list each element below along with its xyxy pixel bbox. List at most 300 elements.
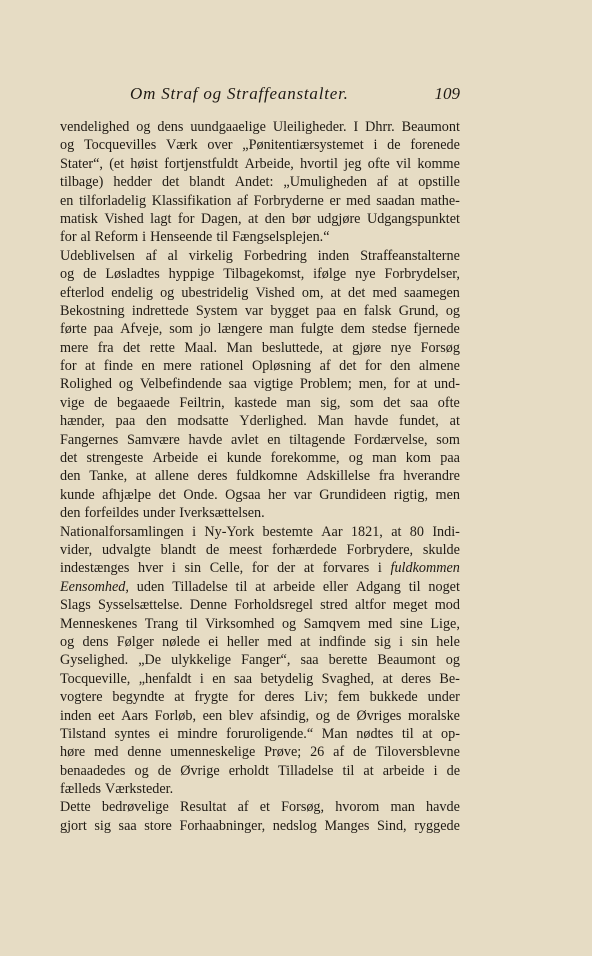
word: arbeide	[382, 762, 425, 779]
word: Forløb,	[154, 707, 196, 724]
text-line	[60, 798, 460, 816]
word: sin	[411, 633, 428, 650]
word: det	[158, 486, 176, 503]
word: Dagen,	[200, 210, 242, 227]
word: Problem;	[299, 376, 352, 393]
word: udvalgte	[101, 541, 151, 558]
word: System	[195, 302, 238, 319]
word: Dette	[60, 799, 91, 816]
word: Iverksættelsen.	[179, 505, 265, 522]
word: bør	[291, 210, 311, 227]
word: og	[134, 762, 149, 779]
word: i	[373, 137, 378, 154]
word: dens	[157, 119, 184, 135]
word: sin	[184, 560, 202, 577]
word: en	[212, 670, 226, 687]
text-line	[60, 449, 460, 467]
text-line	[60, 615, 460, 633]
word: 80	[409, 523, 424, 540]
word: komme	[417, 155, 460, 172]
word: som	[436, 431, 460, 448]
text-line	[60, 467, 460, 485]
text-line	[60, 412, 460, 430]
word: mod	[434, 597, 460, 614]
word: eet	[98, 707, 115, 724]
word: og	[60, 137, 75, 154]
word: ei	[207, 450, 218, 467]
word: Adskillelse	[306, 468, 371, 485]
text-line	[60, 486, 460, 504]
word: al	[80, 229, 91, 246]
word: Vished	[255, 284, 295, 301]
text-line	[60, 670, 460, 688]
word: vil	[396, 155, 412, 172]
word: ofte	[437, 394, 460, 411]
word: at	[397, 174, 409, 191]
word: at	[449, 413, 460, 430]
word: man	[390, 799, 415, 816]
word: Nationalforsamlingen	[60, 523, 184, 540]
word: af	[319, 358, 331, 375]
word: „henfaldt	[138, 670, 192, 687]
word: hele	[436, 633, 460, 650]
word: Forbrydere,	[346, 541, 414, 558]
word: inden	[60, 707, 92, 724]
page-number: 109	[434, 84, 460, 103]
word: i	[433, 762, 438, 779]
word: en	[343, 302, 357, 319]
word: Fængselsplejen.“	[232, 229, 330, 246]
word: Stater“,	[60, 155, 103, 172]
word: Følger	[116, 633, 154, 650]
word: Fangernes	[60, 431, 119, 448]
word: i	[399, 633, 404, 650]
text-line	[60, 375, 460, 393]
word: kom	[405, 450, 432, 467]
word: af	[237, 799, 249, 816]
text-line	[60, 431, 460, 449]
word: at	[300, 633, 311, 650]
word: den	[60, 505, 81, 522]
word: men	[435, 486, 460, 503]
word: nye	[355, 266, 376, 283]
word: 1821,	[350, 523, 383, 540]
word: Øvrige	[180, 762, 220, 779]
word: længere	[217, 321, 263, 338]
word: i	[377, 560, 382, 577]
text-line	[60, 210, 460, 228]
word: de	[336, 707, 350, 724]
word: den	[389, 358, 411, 375]
word: de	[157, 762, 172, 779]
word: I	[353, 119, 359, 135]
word: hver	[138, 560, 164, 577]
word: efterlod	[60, 284, 105, 301]
word: mere	[60, 339, 89, 356]
word: foruroligende.“	[226, 725, 314, 742]
word: (et	[109, 155, 125, 172]
word: Forsøg	[420, 339, 460, 356]
word: „De	[138, 652, 162, 669]
word: de	[446, 762, 460, 779]
text-line	[60, 302, 460, 320]
word: Værksteder.	[104, 781, 174, 798]
word: Udeblivelsen	[60, 247, 135, 264]
word: fra	[378, 468, 395, 485]
word: for	[60, 229, 77, 246]
word: Tocqueville,	[60, 670, 131, 687]
word: bestemte	[262, 523, 313, 540]
word: af	[145, 247, 157, 264]
word: over	[207, 137, 233, 154]
word: tilforladelig	[79, 192, 147, 209]
word: af	[236, 192, 248, 209]
word: Celle,	[209, 560, 244, 577]
word: rigtig,	[393, 486, 429, 503]
word: blandt	[189, 174, 225, 191]
word: man	[372, 450, 397, 467]
word: at	[135, 468, 147, 485]
word: Reform	[94, 229, 139, 246]
word: høist	[130, 155, 158, 172]
word: eller	[322, 578, 349, 595]
word: til	[401, 725, 414, 742]
word: og	[445, 652, 460, 669]
word: fuldkommen	[390, 560, 460, 577]
word: meget	[392, 597, 428, 614]
page-header	[60, 80, 460, 104]
word: saa	[410, 394, 429, 411]
word: til	[185, 615, 198, 632]
word: for	[177, 210, 195, 227]
word: af	[333, 744, 345, 761]
word: Man	[321, 725, 348, 742]
word: og	[60, 266, 75, 283]
word: Virksomhed	[205, 615, 275, 632]
word: fem	[337, 689, 360, 706]
word: indestænges	[60, 560, 130, 577]
word: til	[235, 578, 248, 595]
word: Liv;	[304, 689, 328, 706]
text-line	[60, 780, 460, 798]
word: ei	[208, 633, 219, 650]
word: vendelighed	[60, 119, 130, 135]
word: hedder	[113, 174, 152, 191]
word: lagt	[150, 210, 172, 227]
text-line	[60, 578, 460, 596]
word: Samvære	[126, 431, 180, 448]
word: kunde	[60, 486, 95, 503]
word: at	[248, 210, 259, 227]
word: frygte	[194, 689, 229, 706]
word: tiltagende	[289, 431, 346, 448]
word: nye	[390, 339, 412, 356]
word: Forhaabninger,	[179, 817, 266, 834]
word: avlet	[230, 431, 259, 448]
word: matisk	[60, 210, 98, 227]
word: Forbedring	[243, 247, 307, 264]
word: bygget	[270, 302, 309, 319]
text-line	[60, 688, 460, 706]
word: Forbrydelser,	[384, 266, 460, 283]
text-line	[60, 118, 460, 136]
word: en	[267, 431, 281, 448]
word: Bekostning	[60, 302, 125, 319]
word: fundet,	[399, 413, 439, 430]
word: fra	[97, 339, 114, 356]
word: Arbeide,	[244, 155, 294, 172]
word: den	[264, 210, 286, 227]
text-line	[60, 651, 460, 669]
word: saa	[233, 670, 253, 687]
word: Dhrr.	[365, 119, 395, 135]
word: høre	[60, 744, 86, 761]
word: forhærdede	[272, 541, 337, 558]
word: endelig	[111, 284, 153, 301]
word: hverandre	[403, 468, 460, 485]
text-line	[60, 173, 460, 191]
word: blev	[228, 707, 254, 724]
text-line	[60, 320, 460, 338]
word: Adgang	[355, 578, 401, 595]
word: ulykkelige	[171, 652, 232, 669]
word: Velbefindende	[139, 376, 222, 393]
text-line	[60, 265, 460, 283]
word: med	[367, 615, 393, 632]
word: man	[286, 394, 311, 411]
word: Trang	[144, 615, 179, 632]
word: rationel	[200, 358, 244, 375]
word: finde	[103, 358, 133, 375]
word: de	[83, 266, 97, 283]
word: fuldkomne	[236, 468, 298, 485]
word: nedslog	[272, 817, 317, 834]
word: i	[199, 670, 204, 687]
word: allene	[154, 468, 189, 485]
word: Gyselighed.	[60, 652, 129, 669]
word: her	[268, 486, 287, 503]
word: forekomme,	[270, 450, 340, 467]
text-line	[60, 136, 460, 154]
word: umenneskelige	[170, 744, 256, 761]
word: det	[339, 358, 357, 375]
word: Grundideen	[319, 486, 387, 503]
word: kunde	[226, 450, 262, 467]
word: mathe-	[420, 192, 460, 209]
word: Man	[317, 413, 344, 430]
word: modsatte	[177, 413, 229, 430]
text-line	[60, 394, 460, 412]
word: Henseende	[150, 229, 213, 246]
word: de	[205, 541, 220, 558]
word: Rolighed	[60, 376, 113, 393]
word: de	[353, 744, 367, 761]
word: Eensomhed,	[60, 578, 129, 595]
word: Tilstand	[60, 725, 106, 742]
word: paa	[316, 302, 336, 319]
word: forfeildes	[84, 505, 139, 522]
word: havde	[354, 413, 389, 430]
word: almene	[418, 358, 460, 375]
word: og	[445, 302, 460, 319]
word: i	[142, 229, 147, 246]
word: uden	[136, 578, 165, 595]
word: mere	[163, 358, 192, 375]
word: deres	[197, 468, 228, 485]
word: det	[161, 174, 180, 191]
word: mindre	[177, 725, 218, 742]
word: en	[60, 192, 74, 209]
text-line	[60, 725, 460, 743]
word: und-	[433, 376, 460, 393]
word: udgjøre	[317, 210, 361, 227]
word: hvortil	[300, 155, 338, 172]
word: man	[269, 321, 294, 338]
word: Man	[226, 339, 253, 356]
word: med	[94, 744, 119, 761]
text-line	[60, 155, 460, 173]
word: at	[382, 670, 393, 687]
word: altfor	[354, 597, 386, 614]
word: nødtes	[356, 725, 394, 742]
running-title: Om Straf og Straffeanstalter.	[130, 84, 349, 103]
word: begyndte	[112, 689, 165, 706]
text-line	[60, 596, 460, 614]
word: en	[141, 358, 155, 375]
word: de	[94, 394, 108, 411]
word: Indi-	[432, 523, 460, 540]
text-line	[60, 743, 460, 761]
word: for	[251, 560, 269, 577]
word: blandt	[160, 541, 197, 558]
word: Tilladelse	[277, 762, 334, 779]
word: forenede	[410, 137, 460, 154]
word: sig	[374, 633, 391, 650]
word: Onde.	[183, 486, 218, 503]
word: det	[348, 284, 366, 301]
word: erholdt	[228, 762, 269, 779]
word: ofte	[367, 155, 390, 172]
word: Denne	[189, 597, 227, 614]
word: den	[146, 413, 167, 430]
word: nølede	[162, 633, 200, 650]
word: Fanger“,	[241, 652, 291, 669]
word: fjernede	[413, 321, 460, 338]
word: var	[293, 486, 312, 503]
word: vogtere	[60, 689, 103, 706]
word: „Pønitentiærsystemet	[242, 137, 364, 154]
word: Ogsaa	[225, 486, 261, 503]
word: hvorom	[335, 799, 380, 816]
word: som	[169, 321, 193, 338]
word: det	[60, 450, 78, 467]
word: indrettede	[131, 302, 189, 319]
word: deres	[264, 689, 295, 706]
word: Menneskenes	[60, 615, 138, 632]
word: Sind,	[377, 817, 407, 834]
word: saa	[300, 652, 319, 669]
word: uundgaaelige	[190, 119, 266, 135]
word: Udgangspunktet	[366, 210, 460, 227]
text-line	[60, 541, 460, 559]
word: under	[427, 689, 460, 706]
word: Forholdsregel	[234, 597, 313, 614]
word: Afveje,	[120, 321, 163, 338]
word: og	[281, 615, 297, 632]
word: al	[167, 247, 178, 264]
word: syntes	[114, 725, 151, 742]
word: Øvriges	[356, 707, 402, 724]
word: Arbeide	[152, 450, 199, 467]
word: „Umuligheden	[283, 174, 367, 191]
word: og	[136, 119, 151, 135]
word: arbeide	[273, 578, 316, 595]
word: heller	[226, 633, 260, 650]
text-line	[60, 192, 460, 210]
word: under	[142, 505, 176, 522]
word: sig	[94, 817, 111, 834]
word: Ny-York	[204, 523, 255, 540]
word: og	[160, 284, 175, 301]
word: store	[144, 817, 172, 834]
text-line	[60, 228, 460, 246]
word: vider,	[60, 541, 93, 558]
word: at	[363, 762, 374, 779]
word: at	[416, 376, 428, 393]
word: Opløsning	[251, 358, 312, 375]
word: med	[346, 192, 371, 209]
word: Yderlighed.	[239, 413, 307, 430]
word: betydelig	[260, 670, 314, 687]
word: Fordærvelse,	[353, 431, 428, 448]
word: af	[376, 174, 388, 191]
word: denne	[127, 744, 162, 761]
word: skulde	[422, 541, 460, 558]
word: til	[342, 762, 355, 779]
word: til	[408, 578, 421, 595]
word: paa	[440, 450, 460, 467]
word: og	[315, 707, 330, 724]
word: op-	[441, 725, 460, 742]
word: Vished	[104, 210, 144, 227]
word: Løsladtes	[105, 266, 160, 283]
word: saa	[228, 376, 247, 393]
text-line	[60, 357, 460, 375]
word: for	[60, 358, 77, 375]
word: vige	[60, 394, 85, 411]
word: og	[348, 450, 363, 467]
word: fælleds	[60, 781, 101, 798]
word: besluttede,	[261, 339, 323, 356]
text-line	[60, 523, 460, 541]
text-line	[60, 633, 460, 651]
word: Feiltrin,	[179, 394, 225, 411]
word: for	[393, 376, 411, 393]
word: og	[60, 633, 75, 650]
word: opstille	[418, 174, 460, 191]
word: moralske	[407, 707, 460, 724]
word: til	[216, 229, 229, 246]
word: Forbryderne	[253, 192, 324, 209]
word: de	[387, 137, 401, 154]
word: Svaghed,	[321, 670, 375, 687]
word: Prøve;	[264, 744, 302, 761]
word: gjøre	[352, 339, 382, 356]
word: benaadedes	[60, 762, 126, 779]
word: det	[122, 339, 141, 356]
word: førte	[60, 321, 87, 338]
word: Tilladelse	[172, 578, 228, 595]
